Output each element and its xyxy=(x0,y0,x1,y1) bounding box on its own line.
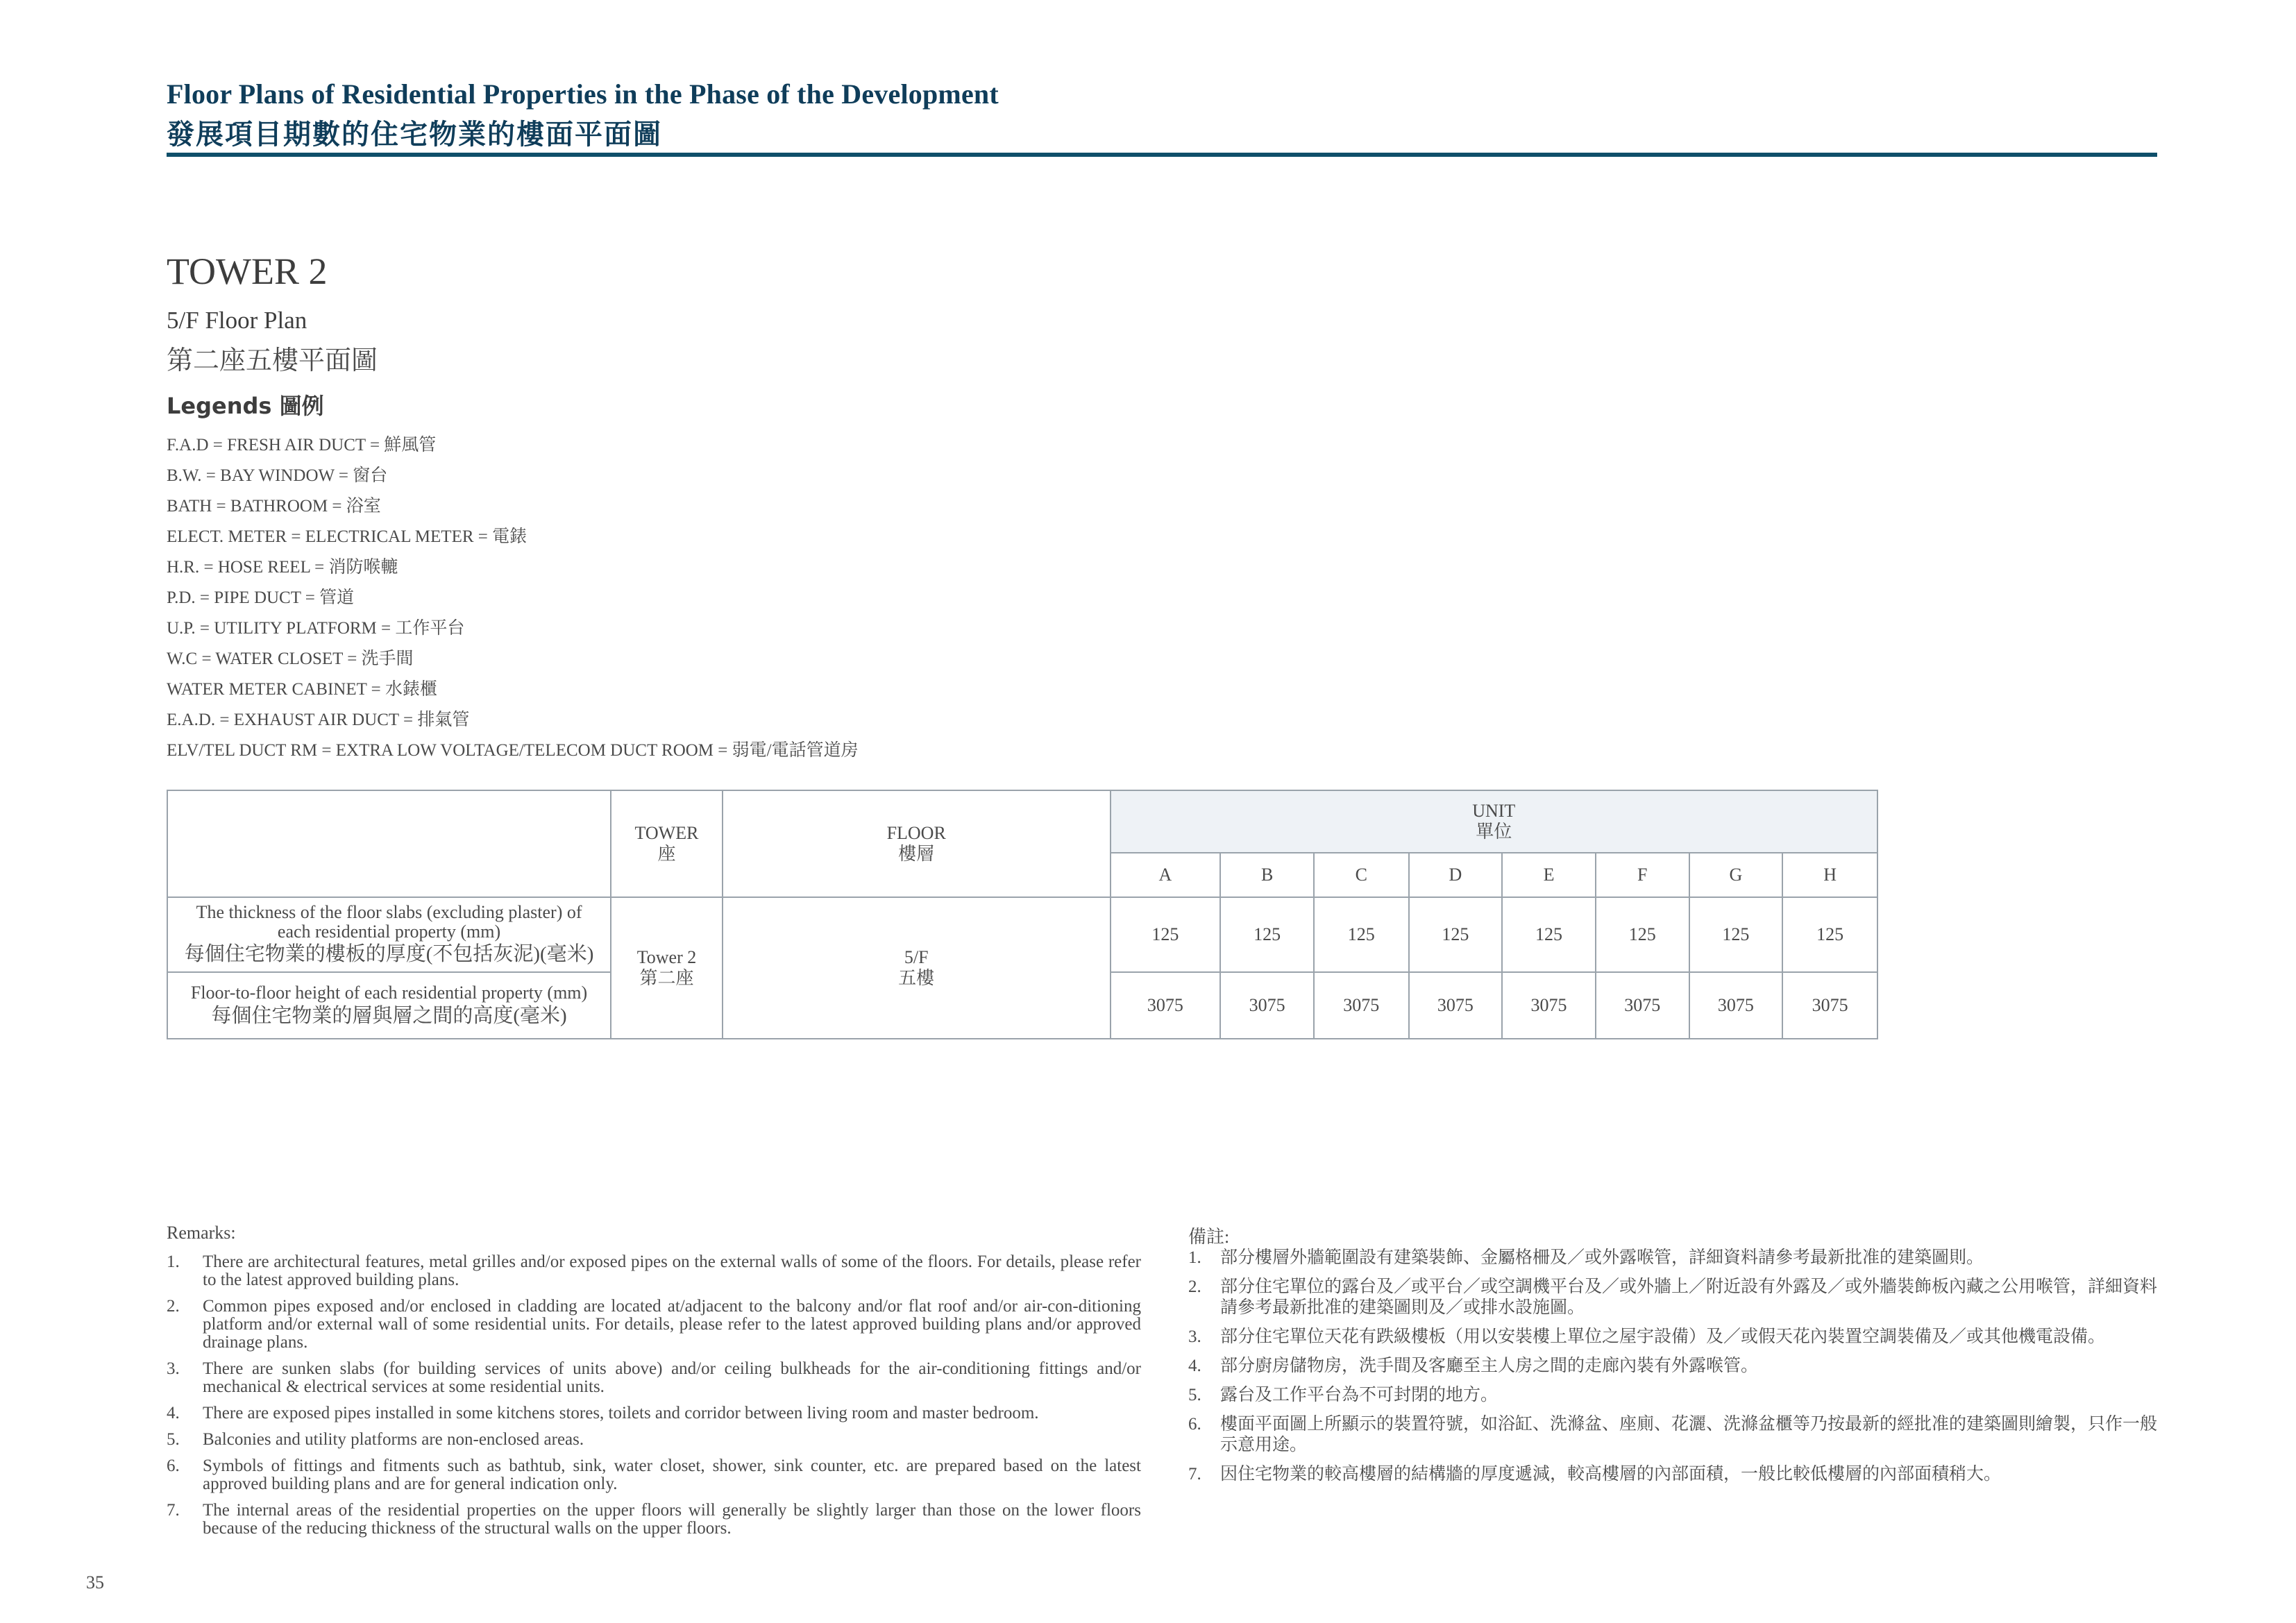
tower-header xyxy=(611,790,723,897)
header-divider xyxy=(167,153,2157,157)
remarks-heading-en: Remarks: xyxy=(167,1223,236,1243)
remark-item xyxy=(167,1253,1141,1289)
floor-plan-title-zh: 第二座五樓平面圖 xyxy=(167,346,378,375)
remark-item xyxy=(1188,1414,2159,1456)
floor-spec-table xyxy=(167,790,1878,1039)
table-cell: 125 xyxy=(1502,897,1596,972)
remark-number: 7. xyxy=(167,1501,180,1520)
remark-text: There are architectural features, metal grilles and/or exposed pipes on the external walls of some of the floors. For details, please refer to the latest approved building plans. xyxy=(203,1252,1141,1289)
page-number: 35 xyxy=(86,1572,104,1592)
unit-header xyxy=(1111,790,1877,853)
legend-item: BATH = BATHROOM = 浴室 xyxy=(167,497,381,516)
row-label-floor-height xyxy=(167,972,611,1039)
legend-item: U.P. = UTILITY PLATFORM = 工作平台 xyxy=(167,619,465,638)
remark-text: There are exposed pipes installed in some kitchens stores, toilets and corridor between living room and master bedroom. xyxy=(203,1404,1039,1422)
row-label-en: Floor-to-floor height of each residential property (mm) xyxy=(190,983,588,1003)
remark-text: The internal areas of the residential properties on the upper floors will generally be slightly larger than those on the lower floors because of the reducing thickness of the structural walls on the upper floors. xyxy=(203,1501,1141,1538)
remark-number: 2. xyxy=(1188,1277,1201,1296)
unit-col-header: F xyxy=(1596,853,1689,897)
table-cell: 3075 xyxy=(1314,972,1409,1039)
legend-item: WATER METER CABINET = 水錶櫃 xyxy=(167,680,438,699)
legend-item: P.D. = PIPE DUCT = 管道 xyxy=(167,588,355,607)
table-cell: 3075 xyxy=(1596,972,1689,1039)
unit-col-header: E xyxy=(1502,853,1596,897)
unit-col-header: H xyxy=(1782,853,1877,897)
tower-value xyxy=(611,897,723,1039)
unit-col-header: D xyxy=(1409,853,1503,897)
legend-item: ELECT. METER = ELECTRICAL METER = 電錶 xyxy=(167,527,527,546)
legends-heading: Legends 圖例 xyxy=(167,393,324,419)
legends-list xyxy=(167,430,859,766)
remark-text: 露台及工作平台為不可封閉的地方。 xyxy=(1220,1386,1499,1404)
remark-number: 3. xyxy=(1188,1327,1201,1346)
table-cell: 125 xyxy=(1314,897,1409,972)
legend-item: H.R. = HOSE REEL = 消防喉轆 xyxy=(167,558,398,577)
remark-item xyxy=(167,1457,1141,1493)
remark-item xyxy=(1188,1356,2159,1377)
remark-number: 5. xyxy=(1188,1386,1201,1404)
floor-value xyxy=(723,897,1111,1039)
remark-item xyxy=(167,1502,1141,1538)
floor-header xyxy=(723,790,1111,897)
remarks-list-zh xyxy=(1188,1248,2159,1493)
remark-number: 7. xyxy=(1188,1465,1201,1484)
row-label-zh: 每個住宅物業的層與層之間的高度(毫米) xyxy=(211,1005,567,1027)
unit-header-zh: 單位 xyxy=(1476,822,1512,842)
unit-col-header: A xyxy=(1111,853,1221,897)
tower-header-en: TOWER xyxy=(634,823,699,843)
remark-number: 1. xyxy=(167,1252,180,1271)
remark-number: 3. xyxy=(167,1359,180,1378)
tower-value-en: Tower 2 xyxy=(636,947,697,967)
remark-item xyxy=(167,1360,1141,1396)
remark-text: Common pipes exposed and/or enclosed in cladding are located at/adjacent to the balcony and/or flat roof and/or air-con-ditioning platform and/or external wall of some residential units. For details, please refer to the latest approved building plans and/or approved drainage plans. xyxy=(203,1297,1141,1352)
remark-number: 4. xyxy=(1188,1357,1201,1375)
remark-item xyxy=(1188,1385,2159,1406)
remark-item xyxy=(167,1404,1141,1422)
table-cell: 125 xyxy=(1111,897,1221,972)
remark-text: 部分住宅單位天花有跌級樓板（用以安裝樓上單位之屋宇設備）及／或假天花內裝置空調裝備及／或其他機電設備。 xyxy=(1220,1327,2106,1346)
tower-header-zh: 座 xyxy=(657,844,676,864)
table-cell: 3075 xyxy=(1111,972,1221,1039)
legend-item: E.A.D. = EXHAUST AIR DUCT = 排氣管 xyxy=(167,711,470,729)
remark-text: 部分住宅單位的露台及／或平台／或空調機平台及／或外牆上／附近設有外露及／或外牆裝飾板內藏之公用喉管，詳細資料請參考最新批准的建築圖則及／或排水設施圖。 xyxy=(1220,1277,2158,1317)
unit-header-en: UNIT xyxy=(1472,801,1516,821)
legend-item: ELV/TEL DUCT RM = EXTRA LOW VOLTAGE/TELECOM DUCT ROOM = 弱電/電話管道房 xyxy=(167,741,859,760)
remark-item xyxy=(167,1431,1141,1449)
table-cell: 125 xyxy=(1782,897,1877,972)
table-cell: 3075 xyxy=(1502,972,1596,1039)
row-label-zh: 每個住宅物業的樓板的厚度(不包括灰泥)(毫米) xyxy=(184,943,594,965)
row-label-slab-thickness xyxy=(167,897,611,972)
remark-number: 4. xyxy=(167,1404,180,1422)
remark-text: 樓面平面圖上所顯示的裝置符號，如浴缸、洗滌盆、座廁、花灑、洗滌盆櫃等乃按最新的經批准的建築圖則繪製，只作一般示意用途。 xyxy=(1220,1415,2158,1454)
table-cell: 3075 xyxy=(1782,972,1877,1039)
remark-item xyxy=(1188,1327,2159,1348)
floor-value-en: 5/F xyxy=(904,947,929,967)
tower-value-zh: 第二座 xyxy=(639,968,694,988)
remark-number: 6. xyxy=(167,1456,180,1475)
tower-title: TOWER 2 xyxy=(167,250,328,292)
page-title-en: Floor Plans of Residential Properties in the Phase of the Development xyxy=(167,78,999,110)
unit-col-header: G xyxy=(1689,853,1783,897)
remark-number: 5. xyxy=(167,1430,180,1449)
remark-text: 部分廚房儲物房，洗手間及客廳至主人房之間的走廊內裝有外露喉管。 xyxy=(1220,1357,1759,1375)
remarks-heading-zh: 備註: xyxy=(1188,1227,1230,1247)
table-row xyxy=(167,897,1877,972)
floor-header-zh: 樓層 xyxy=(898,844,935,864)
unit-col-header: B xyxy=(1220,853,1314,897)
floor-header-en: FLOOR xyxy=(886,823,946,843)
legend-item: F.A.D = FRESH AIR DUCT = 鮮風管 xyxy=(167,436,437,454)
unit-col-header: C xyxy=(1314,853,1409,897)
remark-number: 1. xyxy=(1188,1248,1201,1267)
legend-item: W.C = WATER CLOSET = 洗手間 xyxy=(167,649,414,668)
page-title-zh: 發展項目期數的住宅物業的樓面平面圖 xyxy=(167,119,662,150)
remark-text: 因住宅物業的較高樓層的結構牆的厚度遞減，較高樓層的內部面積，一般比較低樓層的內部面積稍大。 xyxy=(1220,1465,2002,1484)
remark-item xyxy=(167,1298,1141,1352)
row-label-en: The thickness of the floor slabs (excluding plaster) of each residential property (mm) xyxy=(196,902,582,942)
table-cell: 125 xyxy=(1689,897,1783,972)
remarks-list-en xyxy=(167,1253,1141,1546)
table-cell: 3075 xyxy=(1689,972,1783,1039)
table-cell: 3075 xyxy=(1220,972,1314,1039)
remark-item xyxy=(1188,1248,2159,1268)
table-cell: 125 xyxy=(1220,897,1314,972)
remark-number: 2. xyxy=(167,1297,180,1316)
remark-item xyxy=(1188,1277,2159,1318)
remark-text: Balconies and utility platforms are non-enclosed areas. xyxy=(203,1430,584,1449)
table-cell: 125 xyxy=(1409,897,1503,972)
legend-item: B.W. = BAY WINDOW = 窗台 xyxy=(167,466,388,485)
table-cell: 125 xyxy=(1596,897,1689,972)
remark-text: 部分樓層外牆範圍設有建築裝飾、金屬格柵及／或外露喉管，詳細資料請參考最新批准的建築圖則。 xyxy=(1220,1248,1984,1267)
remark-text: There are sunken slabs (for building services of units above) and/or ceiling bulkheads for the air-conditioning fittings and/or mechanical & electrical services at some residential units. xyxy=(203,1359,1141,1396)
table-corner-cell xyxy=(167,790,611,897)
floor-value-zh: 五樓 xyxy=(898,968,935,988)
table-cell: 3075 xyxy=(1409,972,1503,1039)
floor-plan-title-en: 5/F Floor Plan xyxy=(167,307,307,334)
remark-text: Symbols of fittings and fitments such as bathtub, sink, water closet, shower, sink counter, etc. are prepared based on the latest approved building plans and are for general indication only. xyxy=(203,1456,1141,1493)
remark-number: 6. xyxy=(1188,1415,1201,1434)
remark-item xyxy=(1188,1464,2159,1485)
